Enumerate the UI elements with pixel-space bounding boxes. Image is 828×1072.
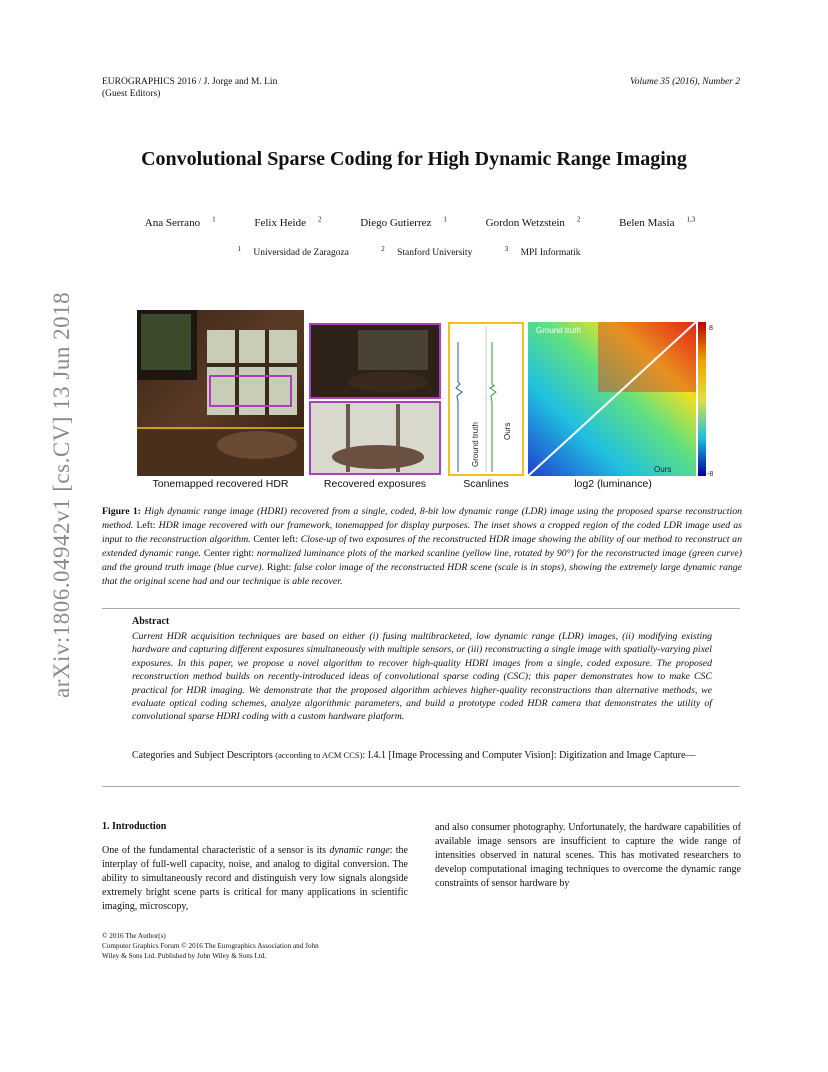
- categories: Categories and Subject Descriptors (according to ACM CCS): I.4.1 [Image Processing and Computer Vision]: Digitization and Image Capture—: [132, 750, 696, 761]
- intro-column-1: One of the fundamental characteristic of a sensor is its dynamic range: the interplay of full-well capacity, noise, and analog to digital conversion. The ability to simultaneously record and distinguish very low signals alongside extremely bright scene parts is critical for many applications in scientific imaging, microscopy,: [102, 845, 408, 912]
- volume: Volume 35: [629, 77, 670, 87]
- copyright-footer: © 2016 The Author(s) Computer Graphics Forum © 2016 The Eurographics Association and John Wiley & Sons Ltd. Published by John Wiley & Sons Ltd.: [102, 932, 319, 960]
- scale-max-label: 8: [709, 325, 713, 332]
- scale-min-label: -8: [707, 471, 714, 476]
- affiliation: $^3$ MPI Informatik: [504, 245, 581, 259]
- label-exposures: Recovered exposures: [323, 478, 427, 490]
- issue-number: , Number 2: [697, 77, 740, 87]
- running-header-right: [630, 76, 740, 88]
- divider-top: [102, 608, 740, 609]
- scanlines-plot: [448, 322, 524, 476]
- scanline-ours-label: Ours: [503, 422, 512, 440]
- label-luminance: log2 (luminance): [574, 478, 652, 490]
- intro-column-2: and also consumer photography. Unfortunately, the hardware capabilities of available image sensors are insufficient to capture the wide range of intensities observed in natural scenes. This has motivated researchers to develop computational imaging techniques to overcome the dynamic range constraints of sensor hardware by: [435, 822, 741, 889]
- section-heading: 1. Introduction: [102, 821, 167, 832]
- label-scanlines: Scanlines: [463, 478, 509, 490]
- author: Ana Serrano $^1$: [144, 215, 216, 229]
- author: Felix Heide $^2$: [254, 215, 322, 229]
- scanline-ground-truth-label: Ground truth: [471, 422, 480, 467]
- year: (2016): [672, 77, 698, 87]
- paper-title: Convolutional Sparse Coding for High Dynamic Range Imaging: [141, 148, 687, 170]
- divider-bottom: [102, 786, 740, 787]
- conference-line: EUROGRAPHICS 2016 / J. Jorge and M. Lin: [102, 77, 278, 87]
- false-color-ours-label: Ours: [654, 465, 672, 474]
- guest-editors-line: (Guest Editors): [102, 89, 161, 99]
- author: Belen Masia $^{1,3}$: [619, 215, 696, 229]
- affiliation-list: [0, 245, 828, 258]
- recovered-exposures-image: [308, 322, 442, 476]
- running-header-left: [102, 76, 277, 100]
- author: Gordon Wetzstein $^2$: [485, 215, 581, 229]
- tonemapped-hdr-image: [137, 310, 304, 476]
- affiliation: $^2$ Stanford University: [381, 245, 473, 259]
- label-tonemapped: Tonemapped recovered HDR: [152, 478, 289, 490]
- arxiv-stamp: arXiv:1806.04942v1 [cs.CV] 13 Jun 2018: [49, 291, 74, 698]
- figure-caption: Figure 1: High dynamic range image (HDRI) recovered from a single, coded, 8-bit low dynamic range (LDR) image using the proposed sparse reconstruction method. Left: HDR image recovered with our framework, tonemapped for display purposes. The inset shows a cropped region of the coded LDR image used as input to the reconstruction algorithm. Center left: Close-up of two exposures of the reconstructed HDR image showing the ability of our method to reconstruct an extended dynamic range. Center right: normalized luminance plots of the marked scanline (yellow line, rotated by 90°) for the reconstructed image (green curve) and the ground truth image (blue curve). Right: false color image of the reconstructed HDR scene (scale is in stops), showing the extremely large dynamic range that the original scene had and our technique is able recover.: [102, 506, 743, 587]
- abstract-text: Current HDR acquisition techniques are based on either (i) fusing multibracketed, low dynamic range (LDR) images, (ii) modifying existing hardware and capturing different exposures simultaneously with multiple sensors, or (iii) reconstructing a single image with spatially-varying pixel exposures. In this paper, we propose a novel algorithm to recover high-quality HDRI images from a single, coded exposure. The proposed reconstruction method builds on recently-introduced ideas of convolutional sparse coding (CSC); this paper demonstrates how to make CSC practical for HDR imaging. We demonstrate that the proposed algorithm achieves higher-quality reconstructions than alternative methods, we evaluate optical coding schemes, analyze algorithmic parameters, and build a prototype coded HDR camera that demonstrates the utility of convolutional sparse HDRI coding with a custom hardware platform.: [132, 631, 712, 723]
- color-scale-bar: [698, 322, 706, 476]
- false-color-luminance-image: [528, 322, 718, 476]
- author-list: [0, 215, 828, 229]
- affiliation: $^1$ Universidad de Zaragoza: [237, 245, 349, 259]
- abstract-heading: Abstract: [132, 616, 170, 627]
- author: Diego Gutierrez $^1$: [360, 215, 447, 229]
- false-color-ground-truth-label: Ground truth: [536, 326, 581, 335]
